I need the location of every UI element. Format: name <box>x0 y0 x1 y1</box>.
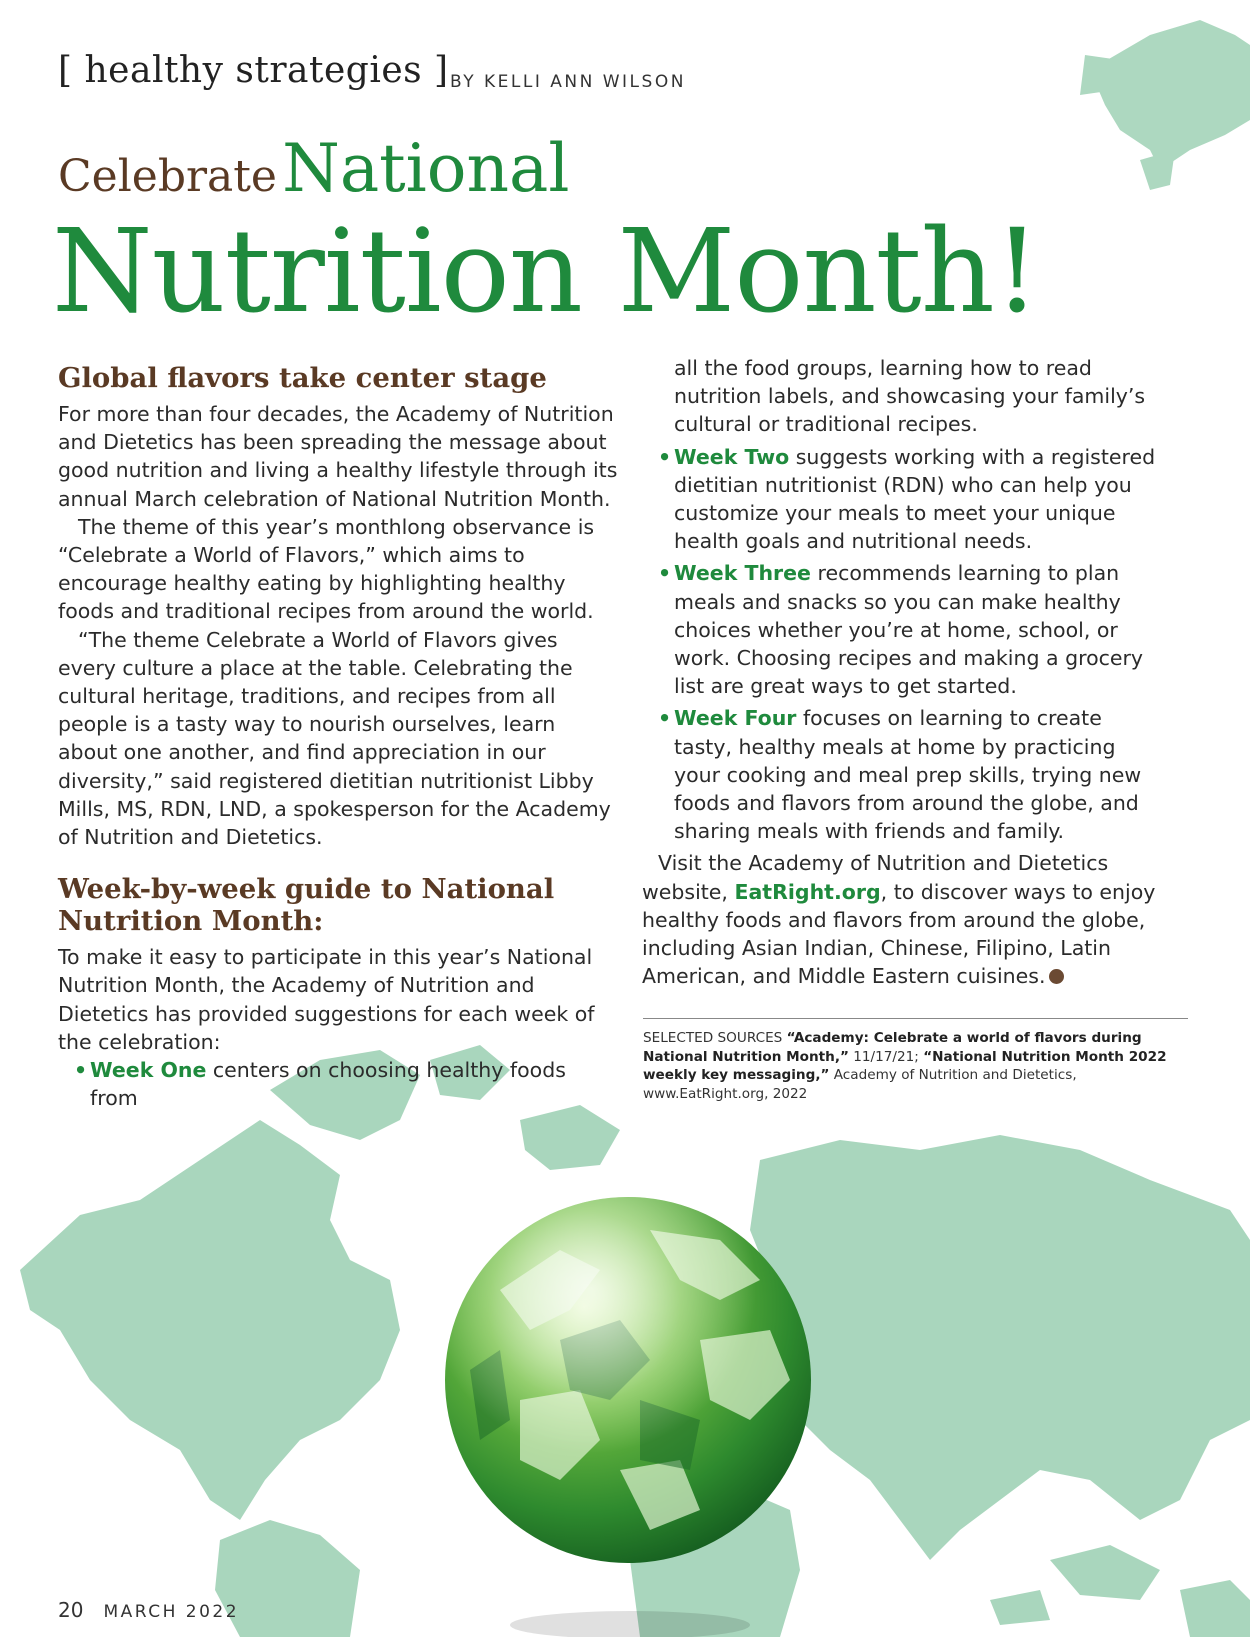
paragraph: The theme of this year’s monthlong observance is “Celebrate a World of Flavors,” which aims to encourage healthy eating by highlighting healthy foods and traditional recipes from around the world. <box>58 514 595 624</box>
bullet-icon: • <box>74 1058 88 1083</box>
map-fragment-top <box>1080 20 1250 190</box>
closing-text: Visit the Academy of Nutrition and Dietetics website, <box>642 851 1109 904</box>
paragraph: “The theme Celebrate a World of Flavors gives every culture a place at the table. Celebrating the cultural heritage, traditions, and recipes from all people is a tasty way to nourish ourselves, learn about one another, and find appreciation in our diversity,” said registered dietitian nutritionist Libby Mills, MS, RDN, LND, a spokesperson for the Academy of Nutrition and Dietetics. <box>58 627 611 850</box>
paragraph: For more than four decades, the Academy of Nutrition and Dietetics has been spreading the message about good nutrition and living a healthy lifestyle through its annual March celebration of National Nutrition Month. <box>58 402 618 511</box>
bullet-text: suggests working with a registered dietitian nutritionist (RDN) who can help you customize your meals to meet your unique health goals and nutritional needs. <box>674 444 1156 554</box>
week-label: Week Two <box>674 444 790 469</box>
week-label: Week Three <box>674 561 811 586</box>
source-date: 11/17/21; <box>848 1048 924 1065</box>
headline-word-national: National <box>282 130 570 207</box>
source-title: “National Nutrition Month 2022 weekly key messaging,” <box>643 1048 1167 1083</box>
subhead-week-by-week: Week-by-week guide to National Nutrition Month: <box>58 873 555 938</box>
selected-sources <box>643 1018 1188 1103</box>
bullet-text: centers on choosing healthy foods from <box>90 1058 566 1111</box>
source-detail: Academy of Nutrition and Dietetics, www.EatRight.org, 2022 <box>643 1067 1077 1102</box>
byline: BY KELLI ANN WILSON <box>450 72 686 92</box>
headline-line-2: Nutrition Month! <box>52 205 1040 339</box>
sources-label: SELECTED SOURCES <box>643 1030 787 1046</box>
article-column-right <box>642 354 1166 990</box>
bullet-week-one-continued: all the food groups, learning how to read nutrition labels, and showcasing your family’s cultural or traditional recipes. <box>674 356 1146 437</box>
headline-word-celebrate: Celebrate <box>58 151 277 202</box>
bullet-icon: • <box>658 444 672 469</box>
bullet-week-three <box>658 559 1166 700</box>
section-label: [ healthy strategies ] <box>58 50 449 91</box>
bullet-icon: • <box>658 561 672 586</box>
issue-date: MARCH 2022 <box>103 1602 240 1622</box>
week-label: Week One <box>90 1058 207 1083</box>
bullet-week-two <box>658 443 1166 556</box>
bullet-week-one <box>74 1056 618 1112</box>
page-number: 20 <box>58 1598 84 1622</box>
article-column-left <box>58 362 618 1112</box>
source-title: “Academy: Celebrate a world of flavors during National Nutrition Month,” <box>643 1030 1142 1065</box>
end-mark-icon <box>1049 969 1064 984</box>
paragraph: To make it easy to participate in this year’s National Nutrition Month, the Academy of Nutrition and Dietetics has provided suggestions for each week of the celebration: <box>58 945 595 1054</box>
bullet-text: focuses on learning to create tasty, healthy meals at home by practicing your cooking and meal prep skills, trying new foods and flavors from around the globe, and sharing meals with friends and family. <box>674 706 1142 844</box>
subhead-global-flavors: Global flavors take center stage <box>58 362 547 394</box>
bullet-text: recommends learning to plan meals and snacks so you can make healthy choices whether you’re at home, school, or work. Choosing recipes and making a grocery list are great ways to get started. <box>674 561 1144 699</box>
week-label: Week Four <box>674 706 797 731</box>
eatright-link[interactable]: EatRight.org <box>734 879 881 904</box>
bullet-week-four <box>658 704 1166 845</box>
bullet-icon: • <box>658 706 672 731</box>
headline-line-1 <box>58 130 570 207</box>
page-footer <box>58 1598 239 1622</box>
closing-text: , to discover ways to enjoy healthy foods and flavors from around the globe, including Asian Indian, Chinese, Filipino, Latin American, and Middle Eastern cuisines. <box>642 879 1156 989</box>
closing-paragraph <box>642 849 1166 990</box>
